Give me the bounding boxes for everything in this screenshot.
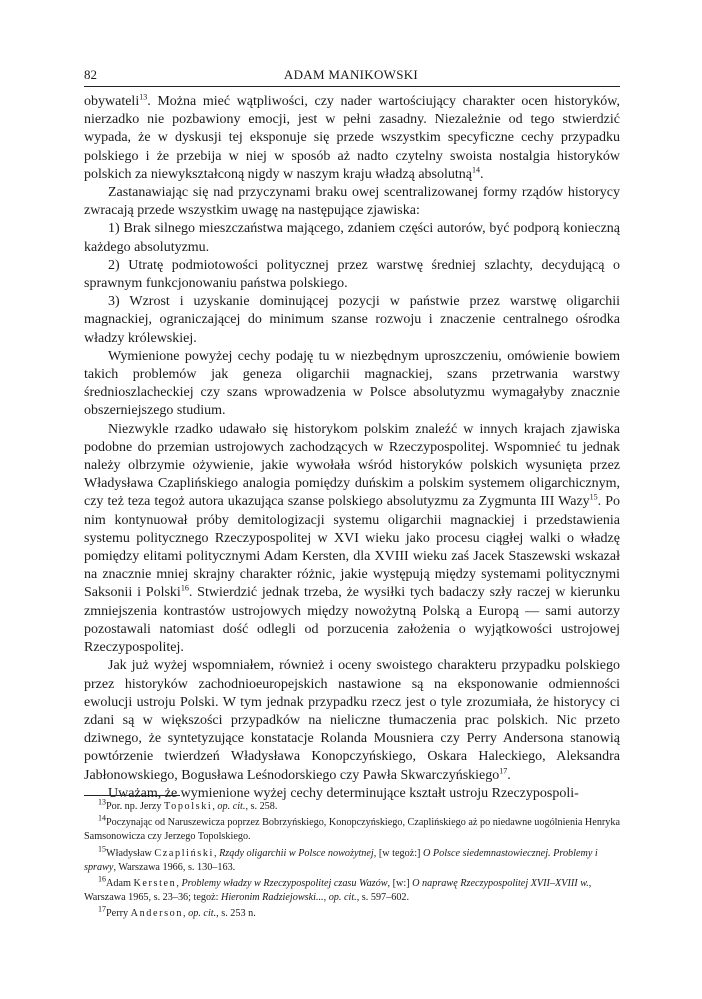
list-item-2: 2) Utratę podmiotowości politycznej przez warstwę średniej szlachty, decydującą o sprawnym funkcjonowaniu państwa polskiego. (84, 257, 620, 292)
footnote-number: 16 (98, 874, 106, 884)
footnote-text: Adam (106, 878, 134, 890)
footnote-title: Hieronim Radziejowski... (220, 892, 324, 904)
paragraph-2: Zastanawiając się nad przyczynami braku owej scentralizowanej formy rządów historycy zwracają przede wszystkim uwagę na następujące zjawiska: (84, 185, 620, 219)
footnote-title: op. cit. (188, 908, 217, 920)
p7-text-c: . Stwierdzić jednak trzeba, że wysiłki tych badaczy szły raczej w kierunku zmniejszenia kontrastów ustrojowych między nowożytną Polską a Europą — sami autorzy pozostawali natomiast dość odlegli od porzucenia założenia o wyjątkowości ustrojowej Rzeczypospolitej. (84, 585, 620, 656)
header-rule (84, 86, 620, 87)
running-head: ADAM MANIKOWSKI (283, 67, 419, 82)
p1-text-c: . (480, 166, 484, 182)
body-text (84, 93, 620, 803)
footnote-ref-16[interactable]: 16 (180, 583, 189, 593)
footnote-title: op. cit. (328, 892, 357, 904)
footnote-text: , [w tegoż:] (373, 847, 423, 859)
footnote-text: , [w:] (387, 878, 413, 890)
paragraph-4 (84, 421, 620, 658)
footnote-text: , (176, 878, 182, 890)
paragraph-3: Wymienione powyżej cechy podaję tu w niezbędnym uproszczeniu, omówienie bowiem takich problemów jak geneza oligarchii magnackiej, szans przetrwania warstwy średnioszlacheckiej czy szans wprowadzenia w Polsce absolutyzmu wymagałyby znacznie obszerniejszego studium. (84, 348, 620, 419)
footnote-ref-17[interactable]: 17 (499, 765, 508, 775)
footnote-text: , s. 258. (245, 801, 278, 812)
p7-text-b: . Po nim kontynuował próby demitologizacji systemu oligarchii magnackiej i przedstawienia systemu politycznego Rzeczypospolitej w XVI wieku jako procesu ciągłej walki o władzę pomiędzy elitami politycznymi Adam Kersten, dla XVIII wieku zaś Jacek Staszewski wskazał na znacznie mniej skrajny charakter różnic, jakie występują między systemami politycznymi Saksonii i Polski (84, 494, 620, 601)
p8-text-a: Jak już wyżej wspomniałem, również i oceny swoistego charakteru przypadku polskiego przez historyków zachodnioeuropejskich nastawione są na eksponowanie odmienności ewolucji ustroju Polski. W tym jednak przypadku rzecz jest o tyle zrozumiała, że historycy ci zdani są w większości przypadków na nieliczne tłumaczenia prac polskich. Nic przeto dziwnego, że syntetyzujące konstatacje Rolanda Mousniera czy Perry Andersona stanowią powtórzenie twierdzeń Władysława Konopczyńskiego, Oskara Haleckiego, Aleksandra Jabłonowskiego, Bogusława Leśnodorskiego czy Pawła Skwarczyńskiego (84, 658, 620, 783)
footnote-text: , (323, 892, 329, 904)
footnote-ref-14[interactable]: 14 (472, 165, 480, 175)
footnote-16 (84, 874, 620, 905)
footnote-text: Władysław (106, 847, 155, 859)
footnote-title: op. cit. (217, 801, 246, 812)
footnote-14 (84, 813, 621, 844)
footnotes (84, 797, 621, 924)
footnote-number: 17 (98, 905, 106, 915)
footnote-author: Czapliński (154, 847, 214, 859)
footnote-rule (84, 795, 180, 796)
footnote-text: Por. np. Jerzy (106, 801, 165, 812)
p1-text-a: obywateli (84, 94, 140, 109)
page-number: 82 (84, 67, 97, 82)
paragraph-5 (84, 657, 620, 784)
footnote-text: , Warszawa 1966, s. 130–163. (113, 861, 236, 873)
footnote-15 (84, 844, 620, 875)
footnote-number: 14 (98, 813, 106, 823)
p1-text-b: . Można mieć wątpliwości, czy nader wartościujący charakter ocen historyków, nierzadko nie pozbawiony emocji, jest w pełni zasadny. Niezależnie od tego stwierdzić wypada, że w dyskusji tej eksponuje się przede wszystkim specyficzne cechy przypadku polskiego i że przebija w niej w sposób aż nadto czytelny swoista nostalgia historyków polskich za niewykształconą nigdy w naszym kraju władzą absolutną (84, 94, 620, 182)
footnote-17 (84, 907, 620, 921)
footnote-text: , s. 253 n. (216, 908, 256, 920)
footnote-author: Kersten (133, 878, 177, 890)
footnote-text: , (212, 801, 218, 812)
footnote-number: 13 (98, 797, 106, 807)
footnote-title: Problemy władzy w Rzeczypospolitej czasu Wazów (181, 878, 388, 890)
footnote-text: , (213, 847, 220, 859)
footnote-title: O Polsce siedemnastowiecznej. Problemy i sprawy (84, 847, 598, 873)
paragraph-6: Uważam, że wymienione wyżej cechy determinujące kształt ustroju Rzeczypospoli- (108, 785, 579, 801)
footnote-title: Rządy oligarchii w Polsce nowożytnej (219, 847, 374, 859)
list-item-3: 3) Wzrost i uzyskanie dominującej pozycji w państwie przez warstwę oligarchii magnackiej, ograniczającej do minimum szanse rozwoju i znaczenie centralnego ośrodka władzy królewskiej. (84, 294, 620, 346)
list-item-1: 1) Brak silnego mieszczaństwa mającego, zdaniem części autorów, być podporą konieczną każdego absolutyzmu. (84, 221, 620, 255)
footnote-title: O naprawę Rzeczypospolitej XVII–XVIII w. (412, 878, 589, 890)
footnote-text: Perry (106, 908, 131, 920)
footnote-text: , s. 597–602. (356, 892, 410, 904)
footnote-text: , Warszawa 1965, s. 23–36; tegoż: (84, 878, 592, 904)
footnote-author: Anderson (130, 908, 184, 920)
footnote-number: 15 (98, 844, 106, 854)
footnote-ref-13[interactable]: 13 (139, 92, 148, 102)
footnote-text: Poczynając od Naruszewicza poprzez Bobrzyńskiego, Konopczyńskiego, Czaplińskiego aż po niedawne uogólnienia Henryka Samsonowicza czy Jerzego Topolskiego. (84, 817, 621, 843)
footnote-ref-15[interactable]: 15 (589, 492, 598, 502)
footnote-13 (84, 797, 620, 814)
footnote-text: , (183, 908, 189, 920)
paragraph-1 (84, 93, 620, 184)
p8-text-b: . (507, 767, 511, 783)
footnote-author: Topolski (164, 801, 213, 812)
p7-text-a: Niezwykle rzadko udawało się historykom polskim znaleźć w innych krajach zjawiska podobne do przemian ustrojowych zachodzących w Rzeczypospolitej. Wspomnieć tu jednak należy olbrzymie ożywienie, jakie wywołała wśród historyków polskich wysunięta przez Władysława Czaplińskiego analogia pomiędzy duńskim a polskim systemem oligarchicznym, czy też teza tegoż autora ukazująca szanse polskiego absolutyzmu za Zygmunta III Wazy (84, 421, 620, 510)
